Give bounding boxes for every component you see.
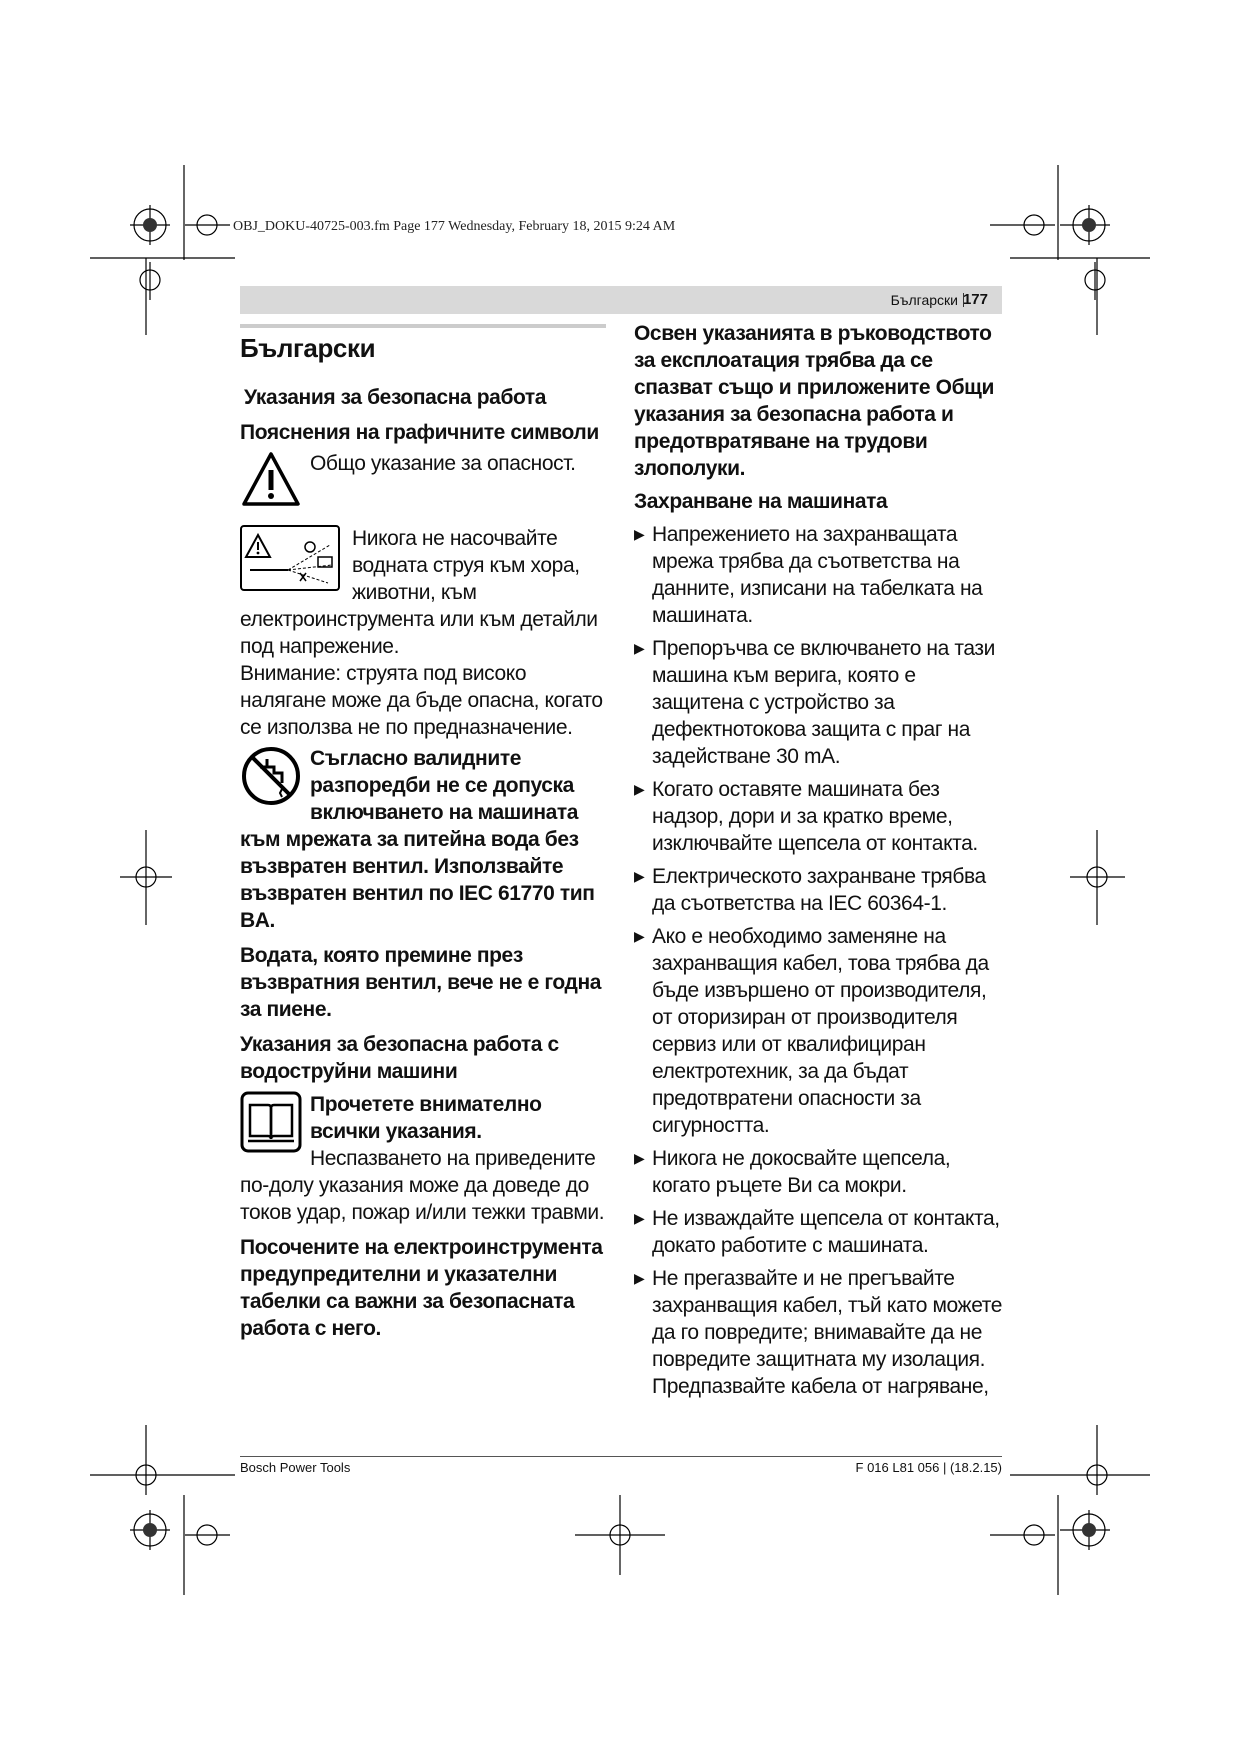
water-not-potable-note: Водата, която премине през възвратния вентил, вече не е годна за пиене. [240, 944, 602, 1021]
no-drinking-water-icon [240, 745, 302, 814]
footer-doc-id: F 016 L81 056 | (18.2.15) [855, 1460, 1002, 1475]
hp-cleaner-heading: Указания за безопасна работа с водоструйни машини [240, 1033, 559, 1083]
bullet-text: Електрическото захранване трябва да съответства на IEC 60364-1. [652, 865, 986, 915]
safety-heading: Указания за безопасна работа [244, 386, 547, 409]
symbol-no-drinking-water-text-b: към мрежата за питейна вода без възвратен вентил. Използвайте възвратен вентил по IEC 61770 тип BA. [240, 828, 595, 932]
bullet-triangle-icon: ▶ [634, 1270, 645, 1286]
bullet-item [634, 1205, 1004, 1259]
read-instructions-rest-b: по-долу указания може да доведе до токов удар, пожар и/или тежки травми. [240, 1174, 605, 1224]
bullet-item [634, 863, 1004, 917]
header-language: Български [890, 292, 958, 308]
bullet-text: Не прегазвайте и не прегъвайте захранващия кабел, тъй като можете да го повредите; внимавайте да не повредите защитната му изолация. Предпазвайте кабела от нагряване, [652, 1267, 1003, 1398]
bullet-item [634, 923, 1004, 1139]
warning-triangle-icon [240, 450, 302, 515]
bullet-triangle-icon: ▶ [634, 1210, 645, 1226]
bullet-triangle-icon: ▶ [634, 868, 645, 884]
bullet-triangle-icon: ▶ [634, 526, 645, 542]
bullet-triangle-icon: ▶ [634, 781, 645, 797]
bullet-text: Никога не докосвайте щепсела, когато ръцете Ви са мокри. [652, 1147, 951, 1197]
file-meta-line: OBJ_DOKU-40725-003.fm Page 177 Wednesday, February 18, 2015 9:24 AM [233, 219, 676, 234]
symbol-water-jet-text-b: електроинструмента или към детайли под напрежение. [240, 608, 598, 658]
read-instructions-rest-a: Неспазването на приведените [310, 1147, 596, 1170]
bullet-item [634, 635, 1004, 770]
right-column [634, 320, 1004, 1400]
bullet-item [634, 1145, 1004, 1199]
warning-plates-note: Посочените на електроинструмента предупредителни и указателни табелки са важни за безопасната работа с него. [240, 1236, 603, 1340]
symbol-water-jet [240, 525, 606, 606]
symbol-no-drinking-water-text-a: Съгласно валидните разпоредби не се допуска включването на машината [310, 747, 579, 824]
read-instructions-bold: Прочетете внимателно всички указания. [310, 1093, 542, 1143]
book-icon [240, 1091, 302, 1160]
symbol-no-drinking-water [240, 745, 606, 826]
symbol-read-instructions [240, 1091, 606, 1172]
page-number: 177 [962, 291, 988, 308]
bullet-triangle-icon: ▶ [634, 640, 645, 656]
bullet-triangle-icon: ▶ [634, 1150, 645, 1166]
bullet-text: Препоръчва се включването на тази машина към верига, която е защитена с устройство за дефектнотокова защита с праг на задействане 30 mA. [652, 637, 995, 768]
bullet-triangle-icon: ▶ [634, 928, 645, 944]
power-supply-heading: Захранване на машината [634, 490, 888, 513]
footer-rule [240, 1456, 1002, 1457]
intro-note: Освен указанията в ръководството за експлоатация трябва да се спазват също и приложените Общи указания за безопасна работа и предотвратяване на трудови злополуки. [634, 322, 994, 480]
bullet-text: Когато оставяте машината без надзор, дори и за кратко време, изключвайте щепсела от контакта. [652, 778, 978, 855]
bullet-text: Не изваждайте щепсела от контакта, докато работите с машината. [652, 1207, 1000, 1257]
symbol-water-jet-text-a: Никога не насочвайте водната струя към хора, животни, към [352, 527, 580, 604]
footer-brand: Bosch Power Tools [240, 1460, 351, 1475]
bullet-item [634, 1265, 1004, 1400]
water-jet-warning-icon [240, 525, 340, 598]
page-header-bar [240, 286, 1002, 314]
page-title: Български [240, 333, 376, 363]
symbols-heading: Пояснения на графичните символи [240, 421, 599, 444]
bullet-item [634, 776, 1004, 857]
left-column [240, 328, 606, 1342]
symbol-water-jet-text-c: Внимание: струята под високо налягане може да бъде опасна, когато се използва не по предназначение. [240, 662, 603, 739]
bullet-item [634, 521, 1004, 629]
symbol-general-warning-text: Общо указание за опасност. [310, 452, 576, 475]
bullet-text: Напрежението на захранващата мрежа трябва да съответства на данните, изписани на табелката на машината. [652, 523, 983, 627]
bullet-text: Ако е необходимо заменяне на захранващия кабел, това трябва да бъде извършено от производителя, от оторизиран от производителя сервиз или от квалифициран електротехник, за да бъдат предотвратени опасности за сигурността. [652, 925, 989, 1137]
symbol-general-warning [240, 450, 606, 515]
